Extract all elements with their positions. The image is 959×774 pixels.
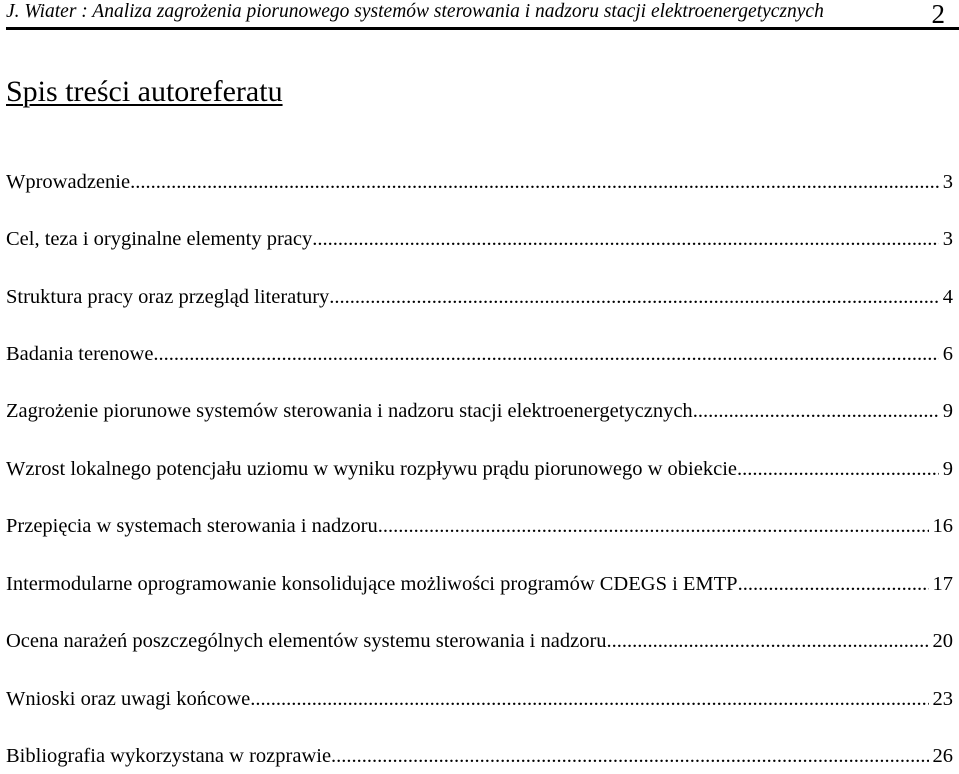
toc-entry-badania-terenowe[interactable] [6, 339, 953, 369]
toc-entry-bibliografia[interactable] [6, 741, 953, 771]
toc-entry-leader [329, 282, 938, 312]
toc-entry-przepiecia[interactable] [6, 511, 953, 541]
toc-entry-label: Wnioski oraz uwagi końcowe [6, 688, 251, 710]
toc-entry-page: 16 [932, 515, 953, 537]
toc-entry-label: Wprowadzenie [6, 171, 131, 193]
toc-entry-page: 23 [932, 688, 953, 710]
toc-entry-leader [312, 224, 939, 254]
toc-entry-leader [331, 741, 928, 771]
toc-entry-cel-teza[interactable] [6, 224, 953, 254]
toc-entry-page: 9 [942, 458, 953, 480]
page-header [6, 0, 959, 30]
toc-entry-label: Badania terenowe [6, 343, 154, 365]
toc-entry-leader [607, 626, 929, 656]
toc-entry-intermodularne[interactable] [6, 569, 953, 599]
toc-entry-leader [378, 511, 929, 541]
toc-entry-leader [693, 396, 939, 426]
toc-entry-page: 26 [932, 745, 953, 767]
toc-entry-label: Ocena narażeń poszczególnych elementów systemu sterowania i nadzoru [6, 630, 607, 652]
toc-title: Spis treści autoreferatu [6, 75, 283, 108]
toc-entry-leader [130, 167, 939, 197]
toc-entry-page: 6 [942, 343, 953, 365]
toc-entry-leader [250, 684, 928, 714]
toc-entry-label: Zagrożenie piorunowe systemów sterowania i nadzoru stacji elektroenergetycznych [6, 400, 693, 422]
toc-entry-label: Przepięcia w systemach sterowania i nadzoru [6, 515, 378, 537]
toc-entry-label: Struktura pracy oraz przegląd literatury [6, 286, 330, 308]
toc-entry-page: 20 [932, 630, 953, 652]
header-title: J. Wiater : Analiza zagrożenia piorunowego systemów sterowania i nadzoru stacji elektroenergetycznych [6, 1, 824, 22]
toc-entry-label: Bibliografia wykorzystana w rozprawie [6, 745, 332, 767]
toc-entry-wprowadzenie[interactable] [6, 167, 953, 197]
toc-entry-page: 4 [942, 286, 953, 308]
toc-entry-page: 3 [942, 171, 953, 193]
toc-entry-struktura-pracy[interactable] [6, 282, 953, 312]
toc-entry-page: 3 [942, 228, 953, 250]
toc-entry-label: Wzrost lokalnego potencjału uziomu w wyniku rozpływu prądu piorunowego w obiekcie [6, 458, 737, 480]
header-page-number: 2 [931, 0, 945, 29]
toc-entry-page: 9 [942, 400, 953, 422]
toc-entry-leader [738, 569, 929, 599]
toc-entry-page: 17 [932, 573, 953, 595]
toc-entry-label: Intermodularne oprogramowanie konsolidujące możliwości programów CDEGS i EMTP [6, 573, 738, 595]
toc-entry-ocena-narazen[interactable] [6, 626, 953, 656]
toc-entry-zagrozenie-piorunowe[interactable] [6, 396, 953, 426]
toc-entry-leader [737, 454, 939, 484]
toc-entry-label: Cel, teza i oryginalne elementy pracy [6, 228, 313, 250]
toc-entry-leader [153, 339, 938, 369]
toc-entry-wzrost-potencjalu[interactable] [6, 454, 953, 484]
toc-entry-wnioski[interactable] [6, 684, 953, 714]
